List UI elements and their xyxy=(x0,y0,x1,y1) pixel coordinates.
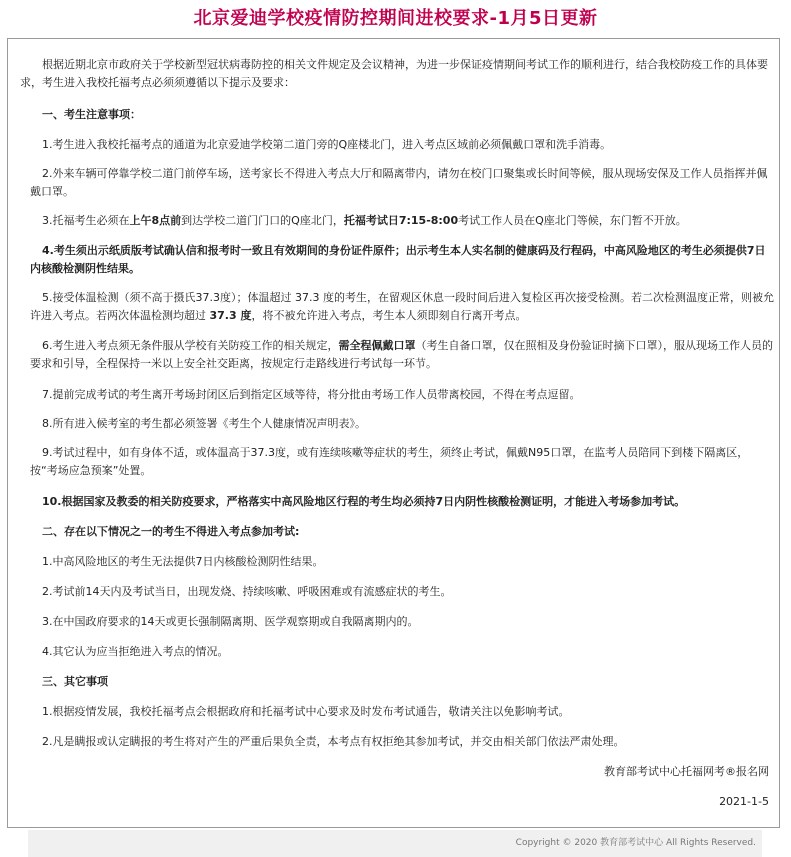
notice-item: 9.考试过程中，如有身体不适，或体温高于37.3度，或有连续咳嗽等症状的考生，须终止考试，佩戴N95口罩，在监考人员陪同下到楼下隔离区，按“考场应急预案”处置。 xyxy=(30,446,749,477)
notice-item: 7.提前完成考试的考生离开考场封闭区后到指定区域等待，将分批由考场工作人员带离校园，不得在考点逗留。 xyxy=(42,388,581,401)
text-run: ，将不被允许进入考点，考生本人须即刻自行离开考点。 xyxy=(251,309,527,322)
text-run: 6.考生进入考点须无条件服从学校有关防疫工作的相关规定， xyxy=(42,339,339,352)
notice-item: 1.考生进入我校托福考点的通道为北京爱迪学校第二道门旁的Q座楼北门，进入考点区域前必须佩戴口罩和洗手消毒。 xyxy=(42,138,612,151)
notice-item: 1.根据疫情发展，我校托福考点会根据政府和托福考试中心要求及时发布考试通告，敬请关注以免影响考试。 xyxy=(42,705,570,718)
notice-item: 2.凡是瞒报或认定瞒报的考生将对产生的严重后果负全责，本考点有权拒绝其参加考试，并交由相关部门依法严肃处理。 xyxy=(42,735,625,748)
text-run: （考生自备口罩，仅在照相及身份验证时摘下口罩），服从现场工作人员的要求和引导，全程保持一米以上安全社交距离，按规定行走路线进行考试每一环节。 xyxy=(30,339,773,370)
text-run-bold: 37.3 度 xyxy=(209,309,252,322)
notice-item: 2.外来车辆可停靠学校二道门前停车场，送考家长不得进入考点大厅和隔离带内，请勿在校门口聚集或长时间等候，服从现场安保及工作人员指挥并佩戴口罩。 xyxy=(30,167,768,198)
notice-item: 4.考生须出示纸质版考试确认信和报考时一致且有效期间的身份证件原件；出示考生本人实名制的健康码及行程码，中高风险地区的考生必须提供7日内核酸检测阴性结果。 xyxy=(30,244,766,275)
page-title: 北京爱迪学校疫情防控期间进校要求-1月5日更新 xyxy=(193,8,598,29)
notice-item xyxy=(30,337,774,373)
notice-item: 3.在中国政府要求的14天或更长强制隔离期、医学观察期或自我隔离期内的。 xyxy=(42,615,419,628)
text-run-bold: 需全程佩戴口罩 xyxy=(338,339,416,352)
footer-copyright: Copyright © 2020 教育部考试中心 All Rights Reserved. xyxy=(28,830,762,857)
text-run: 考试工作人员在Q座北门等候，东门暂不开放。 xyxy=(458,214,687,227)
notice-item xyxy=(30,289,774,325)
text-run: 3.托福考生必须在 xyxy=(42,214,130,227)
text-run: 到达学校二道门门口的Q座北门， xyxy=(181,214,344,227)
section2-heading: 二、存在以下情况之一的考生不得进入考点参加考试: xyxy=(42,525,300,538)
notice-item: 10.根据国家及教委的相关防疫要求，严格落实中高风险地区行程的考生均必须持7日内阴性核酸检测证明，才能进入考场参加考试。 xyxy=(42,495,686,508)
intro-paragraph: 根据近期北京市政府关于学校新型冠状病毒防控的相关文件规定及会议精神，为进一步保证疫情期间考试工作的顺利进行，结合我校防疫工作的具体要求，考生进入我校托福考点必须须遵循以下提示及要求： xyxy=(20,58,768,89)
notice-item: 8.所有进入候考室的考生都必须签署《考生个人健康情况声明表》。 xyxy=(42,417,366,430)
text-run-bold: 上午8点前 xyxy=(129,214,182,227)
signature: 教育部考试中心托福网考®报名网 xyxy=(604,765,769,778)
notice-panel xyxy=(7,38,780,828)
notice-item: 4.其它认为应当拒绝进入考点的情况。 xyxy=(42,645,229,658)
text-run-bold: 托福考试日7:15-8:00 xyxy=(343,214,459,227)
notice-item: 2.考试前14天内及考试当日，出现发烧、持续咳嗽、呼吸困难或有流感症状的考生。 xyxy=(42,585,452,598)
notice-item: 1.中高风险地区的考生无法提供7日内核酸检测阴性结果。 xyxy=(42,555,324,568)
text-run: 5.接受体温检测（须不高于摄氏37.3度）；体温超过 37.3 度的考生，在留观区休息一段时间后进入复检区再次接受检测。若二次检测温度正常，则被允许进入考点。若两次体温检测均超过 xyxy=(30,291,774,322)
section1-heading: 一、考生注意事项： xyxy=(42,108,141,121)
section3-heading: 三、其它事项 xyxy=(42,675,108,688)
notice-item xyxy=(42,212,774,230)
date: 2021-1-5 xyxy=(719,795,769,808)
